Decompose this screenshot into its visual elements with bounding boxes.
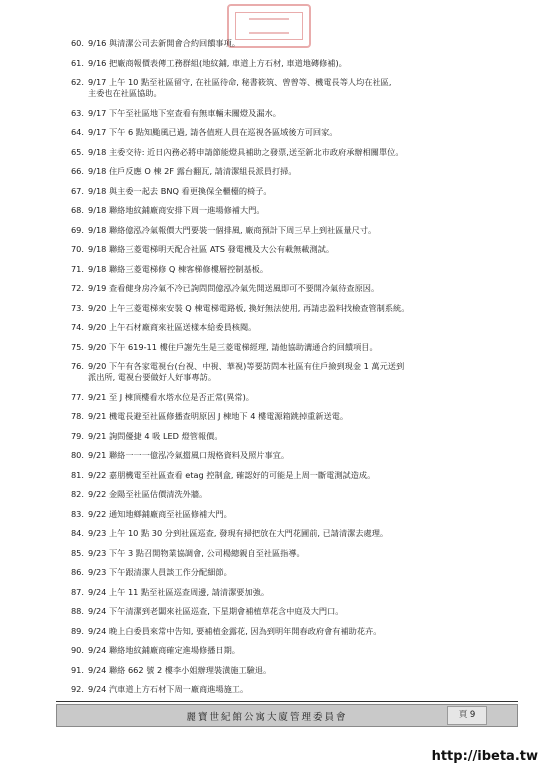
item-number: 77. bbox=[70, 391, 84, 402]
item-text: 9/19 查看健身房冷氣不冷已詢問問億泓冷氣先開送風即可不要開冷氣待查原因。 bbox=[88, 283, 380, 293]
item-text: 9/17 下午 6 點知颱風已過, 請各值班人員在巡視各區域後方可回家。 bbox=[88, 127, 338, 137]
item-text: 9/18 主委交待: 近日內務必將申請節能燈具補助之發票,送至新北市政府承辦相關單位。 bbox=[88, 146, 404, 157]
item-text: 9/24 聯絡 662 號 2 樓李小姐辦理裝潢施工驗退。 bbox=[88, 664, 272, 675]
item-text-block bbox=[88, 411, 518, 422]
item-number: 66. bbox=[70, 166, 84, 176]
item-text: 9/22 嘉朋機電至社區查看 etag 控制盒, 確認好的可能是上周一斷電測試造成。 bbox=[88, 469, 376, 480]
list-item bbox=[54, 225, 518, 236]
item-text: 9/22 通知地鄉鋪廠商至社區修補大門。 bbox=[88, 508, 232, 519]
item-text: 9/21 至 J 棟頂樓看水塔水位是否正常(異常)。 bbox=[88, 391, 254, 402]
item-text: 9/17 下午至社區地下室查看有無車輛未關燈及漏水。 bbox=[88, 107, 281, 118]
item-text: 9/20 下午有各家電視台(台視、中視、華視)等要訪問本社區有住戶撿到現金 1 萬元送到 bbox=[88, 361, 405, 371]
item-text: 9/24 下午清潔到老闆來社區巡查, 下星期會補植草花含中庭及大門口。 bbox=[88, 606, 344, 616]
list-item bbox=[54, 665, 518, 676]
item-text-block bbox=[88, 509, 518, 520]
list-item bbox=[54, 548, 518, 559]
item-number: 85. bbox=[70, 547, 84, 558]
item-number: 65. bbox=[70, 146, 84, 157]
list-item bbox=[54, 626, 518, 637]
item-text: 9/21 機電長避至社區修播查明原因 J 棟地下 4 樓電源箱跳掉重新送電。 bbox=[88, 411, 349, 421]
item-number: 78. bbox=[70, 411, 84, 421]
footer-title: 麗寶世紀館公寓大廈管理委員會 bbox=[186, 711, 348, 723]
item-text-block bbox=[88, 186, 518, 197]
list-item bbox=[54, 205, 518, 216]
item-text-block bbox=[88, 322, 518, 333]
item-number: 74. bbox=[70, 322, 84, 332]
item-text-block bbox=[88, 470, 518, 481]
item-number: 64. bbox=[70, 127, 84, 137]
item-number: 60. bbox=[70, 38, 84, 48]
item-number: 68. bbox=[70, 205, 84, 215]
item-text: 9/16 把廠商報價表傳工務群組(地紋鋪, 車道上方石材, 車道地磚修補)。 bbox=[88, 57, 347, 68]
item-number: 61. bbox=[70, 57, 84, 68]
list-item bbox=[54, 470, 518, 481]
list-item bbox=[54, 166, 518, 177]
page-footer bbox=[56, 704, 518, 727]
item-text-block bbox=[88, 626, 518, 637]
item-number: 67. bbox=[70, 185, 84, 196]
item-text: 9/18 與主委一起去 BNQ 看更換保全櫃檯的椅子。 bbox=[88, 185, 272, 196]
item-number: 76. bbox=[70, 361, 84, 371]
item-number: 87. bbox=[70, 586, 84, 597]
item-text: 9/23 上午 10 點 30 分到社區巡查, 發現有掃把放在大門花圃前, 已請清潔去處理。 bbox=[88, 528, 389, 538]
list-item bbox=[54, 392, 518, 403]
item-text-continued: 派出所, 電視台要做好人好事專訪。 bbox=[88, 372, 217, 382]
item-number: 84. bbox=[70, 528, 84, 538]
list-item bbox=[54, 645, 518, 656]
item-text-block bbox=[88, 489, 518, 500]
item-text-block bbox=[88, 450, 518, 461]
item-text-block bbox=[88, 684, 518, 695]
page-number: 頁 9 bbox=[447, 706, 487, 725]
item-text-block bbox=[88, 244, 518, 255]
item-text-block bbox=[88, 431, 518, 442]
item-text: 9/20 上午三菱電梯來安裝 Q 棟電梯電路板, 換好無法使用, 再請忠盈料找檢查管制系統。 bbox=[88, 302, 410, 313]
item-number: 92. bbox=[70, 684, 84, 694]
item-number: 70. bbox=[70, 244, 84, 254]
item-text: 9/18 聯絡地紋鋪廠商安排下周一進場修補大門。 bbox=[88, 205, 265, 215]
item-text: 9/24 聯絡地紋鋪廠商確定進場修播日期。 bbox=[88, 645, 240, 655]
item-text-continued: 主委也在社區協助。 bbox=[88, 88, 162, 98]
item-number: 91. bbox=[70, 664, 84, 675]
item-text-block bbox=[88, 342, 518, 353]
item-text-block bbox=[88, 166, 518, 177]
item-text-block bbox=[88, 127, 518, 138]
list-item bbox=[54, 58, 518, 69]
list-item bbox=[54, 127, 518, 138]
item-text: 9/21 詢問優捷 4 吸 LED 燈管報價。 bbox=[88, 430, 223, 441]
footer-divider bbox=[56, 701, 518, 702]
list-item bbox=[54, 303, 518, 314]
list-item bbox=[54, 528, 518, 539]
item-text: 9/23 下午跟清潔人員談工作分配細節。 bbox=[88, 567, 232, 577]
list-item bbox=[54, 450, 518, 461]
list-item bbox=[54, 147, 518, 158]
item-text-block bbox=[88, 606, 518, 617]
item-text: 9/17 上午 10 點至社區留守, 在社區待命, 秘書筱筑、曾曾等、機電長等人均在社區, bbox=[88, 77, 392, 87]
item-number: 72. bbox=[70, 283, 84, 293]
list-item bbox=[54, 684, 518, 695]
list-item bbox=[54, 322, 518, 333]
list-item bbox=[54, 567, 518, 578]
item-text: 9/24 晚上白委員來常中告知, 要補植金露花, 因為到明年開春政府會有補助花卉。 bbox=[88, 625, 382, 636]
minutes-list bbox=[54, 38, 518, 723]
item-text: 9/18 住戶反應 O 棟 2F 露台翻瓦, 請清潔組長派員打掃。 bbox=[88, 166, 297, 176]
item-text: 9/18 聯絡三菱電梯修 Q 棟客梯修樓層控制基板。 bbox=[88, 263, 269, 274]
list-item bbox=[54, 244, 518, 255]
item-text: 9/24 上午 11 點至社區巡查周邊, 請清潔要加強。 bbox=[88, 586, 270, 597]
item-text: 9/20 上午石材廠商來社區送樣本給委員核閱。 bbox=[88, 322, 257, 332]
list-item bbox=[54, 489, 518, 500]
list-item bbox=[54, 342, 518, 353]
item-number: 83. bbox=[70, 508, 84, 519]
item-number: 63. bbox=[70, 107, 84, 118]
item-number: 80. bbox=[70, 450, 84, 460]
item-number: 71. bbox=[70, 263, 84, 274]
item-text-block bbox=[88, 303, 518, 314]
list-item bbox=[54, 411, 518, 422]
list-item bbox=[54, 509, 518, 520]
item-text-block bbox=[88, 392, 518, 403]
item-text-block bbox=[88, 548, 518, 559]
item-text-block bbox=[88, 147, 518, 158]
item-number: 89. bbox=[70, 625, 84, 636]
item-text: 9/20 下午 619-11 樓住戶謝先生是三菱電梯經理, 請他協助溝通合約回饋項目。 bbox=[88, 341, 378, 352]
item-text-block bbox=[88, 77, 518, 99]
item-number: 88. bbox=[70, 606, 84, 616]
item-number: 62. bbox=[70, 77, 84, 87]
item-text-block bbox=[88, 361, 518, 383]
item-number: 75. bbox=[70, 341, 84, 352]
item-text-block bbox=[88, 58, 518, 69]
item-text: 9/18 聯絡三菱電梯明天配合社區 ATS 發電機及大公有載無載測試。 bbox=[88, 244, 335, 254]
item-text: 9/18 聯絡億泓冷氣報價大門要裝一個排風, 廠商預計下周三早上到社區量尺寸。 bbox=[88, 224, 377, 235]
item-text-block bbox=[88, 567, 518, 578]
item-text: 9/22 金陽至社區估價清洗外牆。 bbox=[88, 489, 208, 499]
item-text-block bbox=[88, 108, 518, 119]
item-number: 79. bbox=[70, 430, 84, 441]
item-text-block bbox=[88, 665, 518, 676]
item-number: 81. bbox=[70, 469, 84, 480]
item-text-block bbox=[88, 645, 518, 656]
item-text-block bbox=[88, 205, 518, 216]
item-number: 69. bbox=[70, 224, 84, 235]
list-item bbox=[54, 283, 518, 294]
item-number: 90. bbox=[70, 645, 84, 655]
item-text: 9/21 聯絡一一一億泓冷氣擋風口規格資料及照片事宜。 bbox=[88, 450, 290, 460]
item-number: 82. bbox=[70, 489, 84, 499]
list-item bbox=[54, 361, 518, 383]
item-text-block bbox=[88, 587, 518, 598]
item-text: 9/23 下午 3 點召開物業協調會, 公司楊總親自至社區指導。 bbox=[88, 547, 305, 558]
list-item bbox=[54, 606, 518, 617]
list-item bbox=[54, 77, 518, 99]
item-text-block bbox=[88, 264, 518, 275]
item-number: 73. bbox=[70, 302, 84, 313]
item-number: 86. bbox=[70, 567, 84, 577]
list-item bbox=[54, 431, 518, 442]
site-watermark: http://ibeta.tw bbox=[431, 749, 538, 764]
list-item bbox=[54, 38, 518, 49]
list-item bbox=[54, 264, 518, 275]
list-item bbox=[54, 108, 518, 119]
item-text: 9/16 與清潔公司去新開會合約回饋事項。 bbox=[88, 38, 240, 48]
item-text-block bbox=[88, 38, 518, 49]
list-item bbox=[54, 186, 518, 197]
item-text: 9/24 汽車道上方石材下周一廠商進場施工。 bbox=[88, 684, 249, 694]
item-text-block bbox=[88, 283, 518, 294]
item-text-block bbox=[88, 528, 518, 539]
list-item bbox=[54, 587, 518, 598]
item-text-block bbox=[88, 225, 518, 236]
